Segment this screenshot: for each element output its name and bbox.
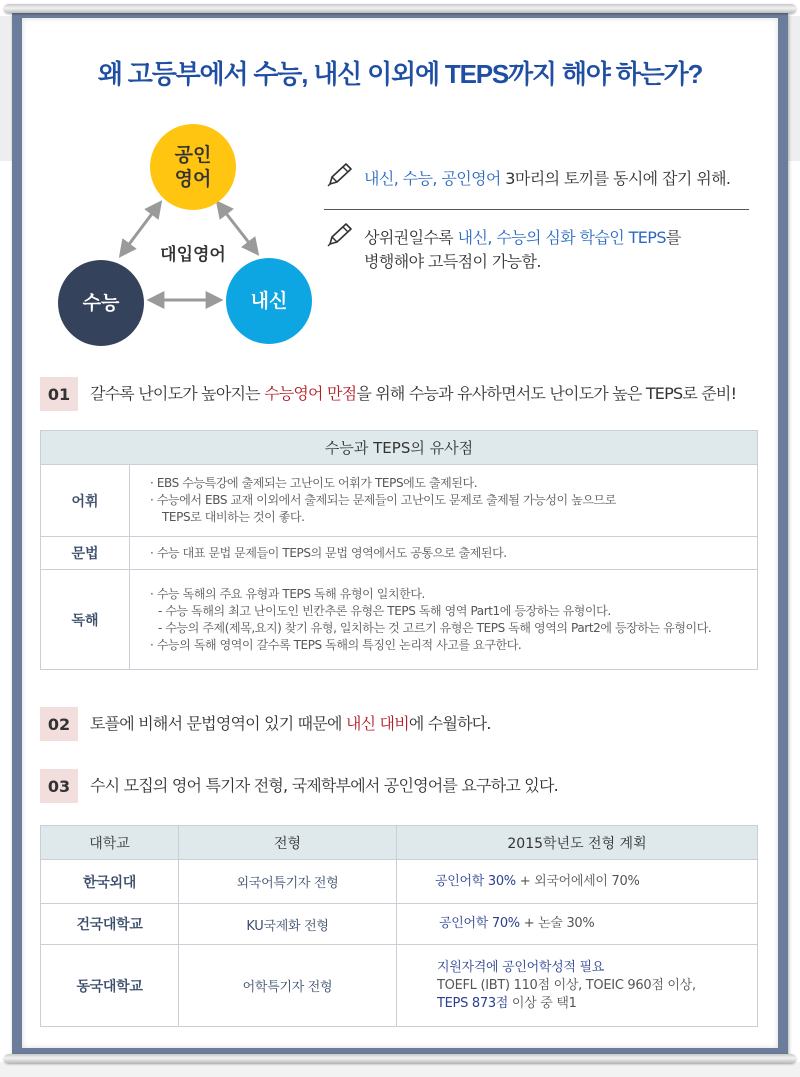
desc-line: · 수능 대표 문법 문제들이 TEPS의 문법 영역에서도 공통으로 출제된다. xyxy=(150,545,507,560)
table-row xyxy=(41,465,758,537)
plan-rest: + 논술 30% xyxy=(519,916,595,931)
desc-line: · 수능 독해의 주요 유형과 TEPS 독해 유형이 일치한다. xyxy=(150,586,425,601)
point-02-pre: 토플에 비해서 문법영역이 있기 때문에 xyxy=(90,714,346,733)
table-row xyxy=(41,570,758,670)
circle-official-english-line1: 공인 xyxy=(174,144,212,166)
admission-plan xyxy=(397,945,758,1027)
circle-naesin-label: 내신 xyxy=(250,290,288,312)
bullet-1-highlight: 내신, 수능, 공인영어 xyxy=(364,169,501,188)
point-number-03: 03 xyxy=(40,769,78,803)
plan-line: TOEFL (IBT) 110점 이상, TOEIC 960점 이상, xyxy=(437,977,696,993)
point-03-pre: 수시 모집의 영어 특기자 전형, 국제학부에서 공인영어를 요구하고 있다. xyxy=(90,776,558,795)
admission-plan xyxy=(397,904,758,945)
point-text-01 xyxy=(90,377,736,411)
bullet-2-line2: 병행해야 고득점이 가능함. xyxy=(364,252,541,271)
admission-table xyxy=(40,825,758,1027)
table-row xyxy=(41,945,758,1027)
point-text-02 xyxy=(90,707,491,741)
admission-type: KU국제화 전형 xyxy=(179,904,397,945)
circle-official-english-line2: 영어 xyxy=(174,168,212,190)
diagram-center-label: 대입영어 xyxy=(160,245,226,265)
university-name: 한국외대 xyxy=(41,860,179,904)
point-text-03 xyxy=(90,769,558,803)
background-bottom xyxy=(0,1062,800,1077)
plan-highlight: TEPS 873점 xyxy=(437,995,509,1011)
similarity-table-header: 수능과 TEPS의 유사점 xyxy=(41,431,758,465)
desc-line: - 수능의 주제(제목,요지) 찾기 유형, 일치하는 것 고르기 유형은 TEPS 독해 영역의 Part2에 등장하는 유형이다. xyxy=(158,620,712,635)
circle-suneung-label: 수능 xyxy=(82,292,120,314)
bullet-2-highlight: 내신, 수능의 심화 학습인 TEPS xyxy=(457,228,666,247)
plan-line: 지원자격에 공인어학성적 필요 xyxy=(437,959,605,975)
bullet-2-text-b: 를 xyxy=(665,228,681,247)
point-number-02: 02 xyxy=(40,707,78,741)
pencil-icon xyxy=(326,222,354,248)
admission-type: 어학특기자 전형 xyxy=(179,945,397,1027)
university-name: 동국대학교 xyxy=(41,945,179,1027)
col-header-plan: 2015학년도 전형 계획 xyxy=(397,826,758,860)
desc-line: · EBS 수능특강에 출제되는 고난이도 어휘가 TEPS에도 출제된다. xyxy=(150,476,478,490)
university-name: 건국대학교 xyxy=(41,904,179,945)
page-title: 왜 고등부에서 수능, 내신 이외에 TEPS까지 해야 하는가? xyxy=(97,59,703,89)
row-category: 어휘 xyxy=(41,465,130,537)
desc-line: · 수능에서 EBS 교재 이외에서 출제되는 문제들이 고난이도 문제로 출제될 가능성이 높으므로 xyxy=(150,493,616,507)
admission-type: 외국어특기자 전형 xyxy=(179,860,397,904)
col-header-type: 전형 xyxy=(179,826,397,860)
col-header-university: 대학교 xyxy=(41,826,179,860)
bullet-2-text-a: 상위권일수록 xyxy=(364,228,458,247)
table-row xyxy=(41,537,758,570)
circle-official-english xyxy=(150,124,236,210)
circle-suneung xyxy=(58,260,144,346)
point-02-highlight: 내신 대비 xyxy=(345,714,409,733)
plan-line xyxy=(437,995,757,1013)
plan-highlight: 공인어학 30% xyxy=(435,873,516,889)
point-01-highlight: 수능영어 만점 xyxy=(264,384,357,403)
pencil-icon xyxy=(326,162,354,188)
row-category: 문법 xyxy=(41,537,130,570)
scroll-rod-bottom xyxy=(4,1054,796,1063)
row-description xyxy=(130,570,758,670)
point-01-pre: 갈수록 난이도가 높아지는 xyxy=(90,384,265,403)
plan-rest: + 외국어에세이 70% xyxy=(515,873,640,889)
bullet-1 xyxy=(364,167,730,191)
point-number-01: 01 xyxy=(40,377,78,411)
table-row xyxy=(41,860,758,904)
bullet-1-text: 3마리의 토끼를 동시에 잡기 위해. xyxy=(500,169,731,188)
row-category: 독해 xyxy=(41,570,130,670)
admission-plan xyxy=(397,860,758,904)
desc-line: - 수능 독해의 최고 난이도인 빈칸추론 유형은 TEPS 독해 영역 Part1에 등장하는 유형이다. xyxy=(158,603,611,618)
point-02-post: 에 수월하다. xyxy=(408,714,491,733)
plan-highlight: 공인어학 70% xyxy=(439,916,520,931)
bullet-divider xyxy=(324,209,749,210)
desc-line: TEPS로 대비하는 것이 좋다. xyxy=(162,510,305,524)
desc-line: · 수능의 독해 영역이 갈수록 TEPS 독해의 특징인 논리적 사고를 요구한다. xyxy=(150,637,522,652)
similarity-table xyxy=(40,430,758,670)
point-01-post: 을 위해 수능과 유사하면서도 난이도가 높은 TEPS로 준비! xyxy=(356,384,737,403)
row-description xyxy=(130,537,758,570)
plan-rest: 이상 중 택1 xyxy=(508,995,577,1011)
bullet-2 xyxy=(364,226,681,274)
table-row xyxy=(41,904,758,945)
row-description xyxy=(130,465,758,537)
circle-naesin xyxy=(226,258,312,344)
